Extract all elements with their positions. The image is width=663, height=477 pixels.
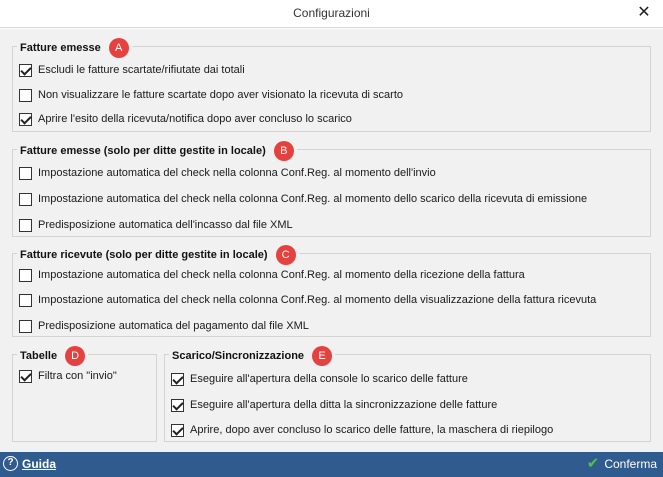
option-sincronizzazione-ditta[interactable] (171, 397, 497, 413)
group-title-label: Tabelle (20, 350, 58, 362)
option-check-invio[interactable] (19, 165, 436, 181)
badge-d: D (65, 346, 85, 366)
group-title (169, 346, 335, 366)
badge-a: A (109, 38, 129, 58)
option-check-ricevuta-emissione[interactable] (19, 191, 587, 207)
option-label: Impostazione automatica del check nella colonna Conf.Reg. al momento della visualizzazione della fattura ricevuta (38, 294, 597, 306)
dialog-content (0, 29, 663, 452)
option-label: Eseguire all'apertura della console lo scarico delle fatture (190, 373, 468, 385)
confirm-label: Conferma (604, 457, 657, 471)
option-filtra-invio[interactable] (19, 368, 117, 384)
group-scarico-sincronizzazione (164, 350, 651, 442)
checkbox[interactable] (171, 373, 184, 386)
option-label: Impostazione automatica del check nella colonna Conf.Reg. al momento dello scarico della ricevuta di emissione (38, 193, 588, 205)
option-label: Predisposizione automatica dell'incasso dal file XML (38, 219, 293, 231)
group-title-label: Fatture emesse (solo per ditte gestite in locale) (20, 145, 266, 157)
option-label: Eseguire all'apertura della ditta la sincronizzazione delle fatture (190, 399, 498, 411)
option-escludi-scartate[interactable] (19, 62, 245, 78)
checkbox[interactable] (19, 294, 32, 307)
group-fatture-ricevute-locale (12, 249, 651, 337)
group-title-label: Scarico/Sincronizzazione (172, 350, 305, 362)
option-label: Filtra con "invio" (38, 370, 117, 382)
title-bar (0, 0, 663, 28)
confirm-button[interactable] (587, 456, 657, 472)
checkbox[interactable] (19, 113, 32, 126)
option-label: Aprire, dopo aver concluso lo scarico delle fatture, la maschera di riepilogo (190, 424, 554, 436)
checkbox[interactable] (19, 219, 32, 232)
checkmark-icon: ✔ (586, 455, 600, 472)
option-label: Aprire l'esito della ricevuta/notifica dopo aver concluso lo scarico (38, 113, 352, 125)
option-non-visualizzare-scartate[interactable] (19, 87, 403, 103)
option-label: Escludi le fatture scartate/rifiutate dai totali (38, 64, 245, 76)
group-tabelle (12, 350, 157, 442)
badge-c: C (276, 245, 296, 265)
group-title (17, 141, 297, 161)
checkbox[interactable] (19, 269, 32, 282)
window-title: Configurazioni (293, 6, 370, 20)
badge-b: B (274, 141, 294, 161)
group-fatture-emesse (12, 42, 651, 132)
option-scarico-console[interactable] (171, 371, 468, 387)
option-label: Impostazione automatica del check nella colonna Conf.Reg. al momento della ricezione della fattura (38, 269, 525, 281)
checkbox[interactable] (19, 320, 32, 333)
option-pagamento-xml[interactable] (19, 318, 309, 334)
group-fatture-emesse-locale (12, 145, 651, 237)
badge-e: E (312, 346, 332, 366)
help-link[interactable] (3, 456, 56, 471)
option-label: Predisposizione automatica del pagamento dal file XML (38, 320, 309, 332)
group-title-label: Fatture ricevute (solo per ditte gestite in locale) (20, 249, 268, 261)
checkbox[interactable] (19, 64, 32, 77)
checkbox[interactable] (19, 193, 32, 206)
option-aprire-esito[interactable] (19, 111, 352, 127)
checkbox[interactable] (19, 89, 32, 102)
checkbox[interactable] (19, 370, 32, 383)
group-title-label: Fatture emesse (20, 42, 101, 54)
group-title (17, 346, 88, 366)
option-incasso-xml[interactable] (19, 217, 293, 233)
option-label: Impostazione automatica del check nella colonna Conf.Reg. al momento dell'invio (38, 167, 436, 179)
help-circle-icon: ? (3, 456, 18, 471)
group-title (17, 38, 132, 58)
group-title (17, 245, 299, 265)
footer-bar (0, 452, 663, 477)
checkbox[interactable] (171, 424, 184, 437)
checkbox[interactable] (19, 167, 32, 180)
close-icon[interactable]: ✕ (637, 4, 651, 21)
option-check-ricezione[interactable] (19, 267, 525, 283)
option-maschera-riepilogo[interactable] (171, 422, 553, 438)
checkbox[interactable] (171, 399, 184, 412)
help-label: Guida (22, 456, 57, 471)
option-label: Non visualizzare le fatture scartate dopo aver visionato la ricevuta di scarto (38, 89, 404, 101)
option-check-visualizzazione[interactable] (19, 292, 596, 308)
